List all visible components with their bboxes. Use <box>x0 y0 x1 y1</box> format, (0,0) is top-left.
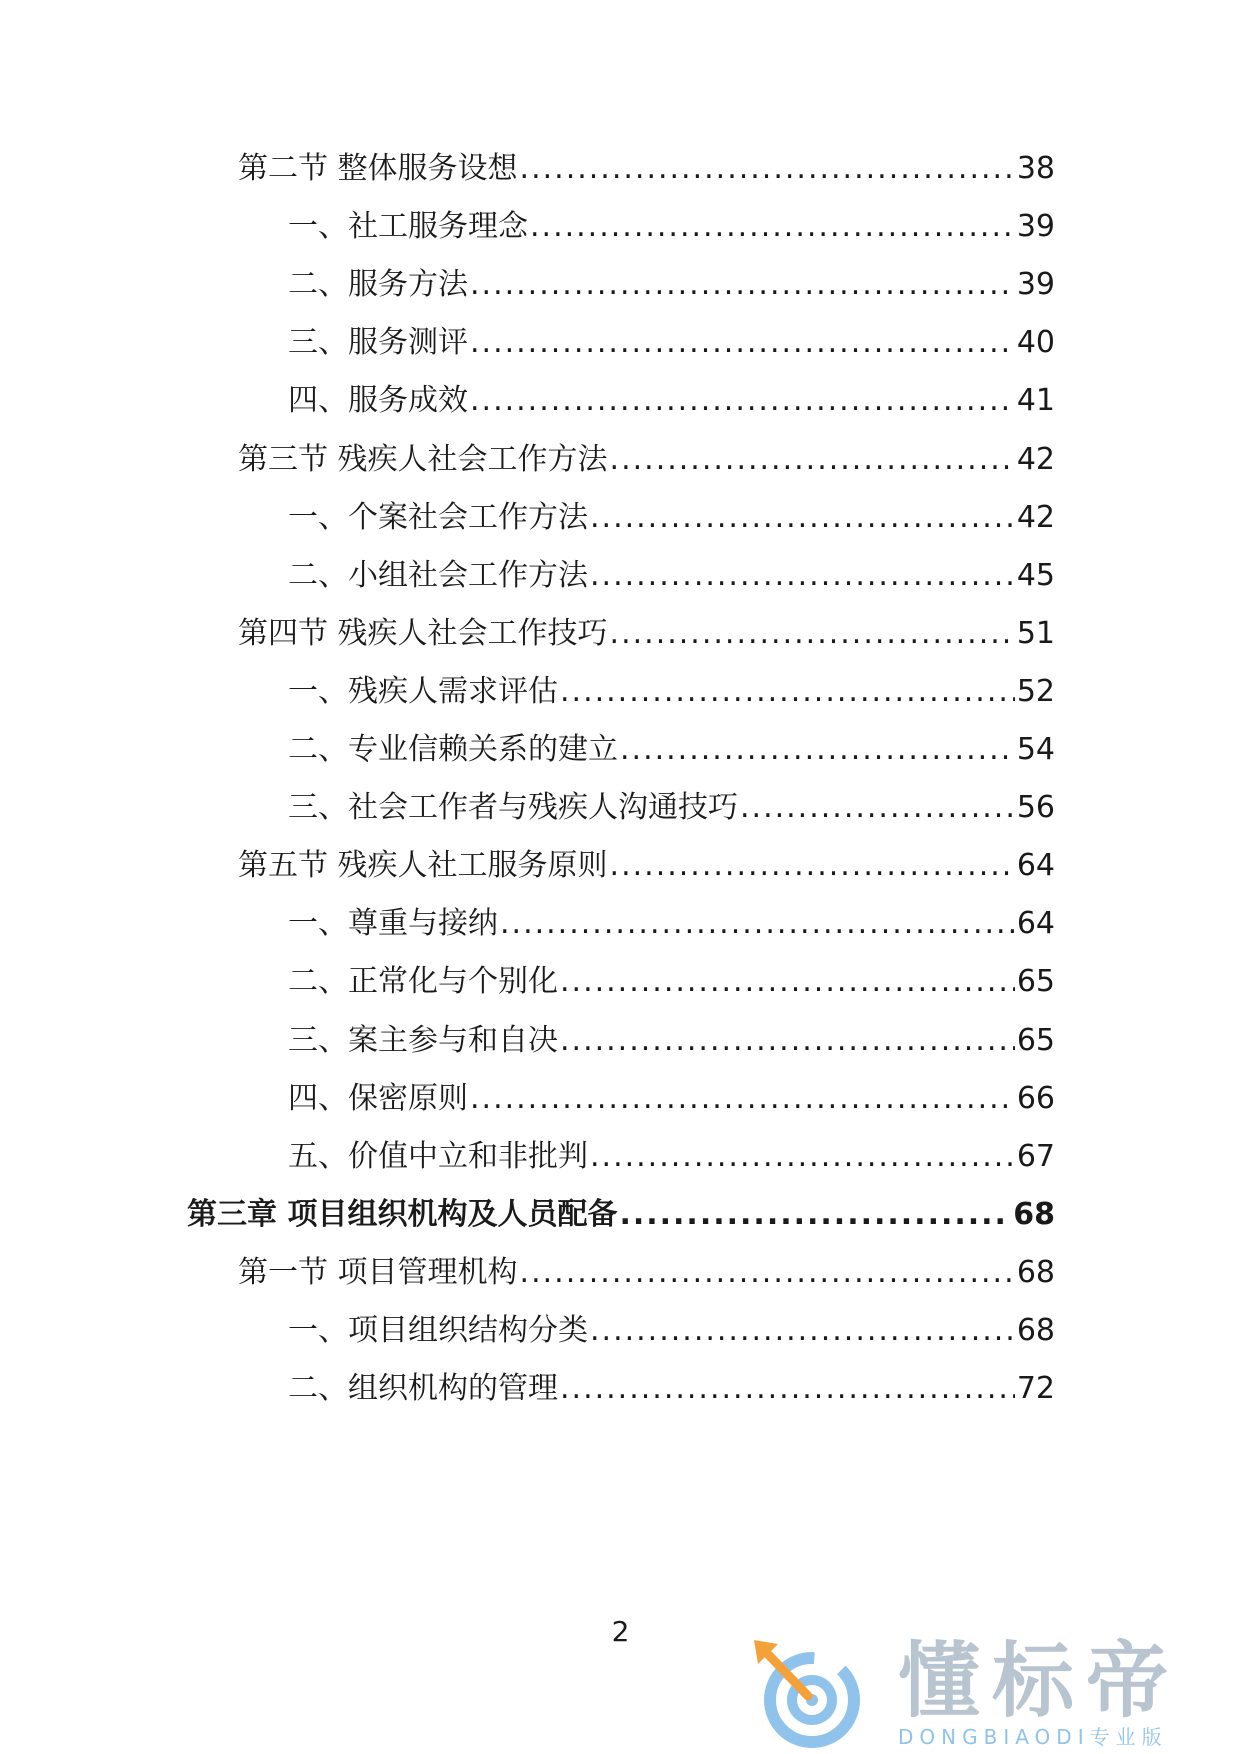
toc-dot-leader <box>520 146 1015 192</box>
toc-entry-page: 72 <box>1016 1371 1055 1407</box>
toc-entry-page: 64 <box>1016 848 1055 884</box>
toc-dot-leader <box>590 1308 1015 1354</box>
toc-entry[interactable] <box>238 843 1055 889</box>
toc-dot-leader <box>560 1018 1015 1064</box>
toc-entry-title: 第四节 残疾人社会工作技巧 <box>238 615 608 651</box>
toc-entry-page: 68 <box>1016 1313 1055 1348</box>
toc-entry[interactable] <box>288 1308 1055 1354</box>
toc-entry[interactable] <box>288 495 1055 541</box>
watermark-subtitle: DONGBIAODI专业版 <box>898 1725 1168 1749</box>
toc-dot-leader <box>520 1250 1015 1296</box>
toc-entry[interactable] <box>238 146 1055 192</box>
toc-entry[interactable] <box>288 320 1055 366</box>
toc-entry-title: 二、正常化与个别化 <box>288 964 558 1000</box>
toc-dot-leader <box>590 495 1015 541</box>
toc-entry-page: 41 <box>1016 383 1055 419</box>
toc-entry[interactable] <box>288 785 1055 831</box>
toc-dot-leader <box>590 553 1015 599</box>
toc-entry-title: 第三章 项目组织机构及人员配备 <box>187 1196 618 1232</box>
toc-entry[interactable] <box>288 378 1055 424</box>
toc-entry[interactable] <box>288 553 1055 599</box>
toc-entry-page: 68 <box>1013 1196 1055 1232</box>
toc-entry-page: 68 <box>1016 1254 1055 1290</box>
toc-entry-title: 二、小组社会工作方法 <box>288 557 588 593</box>
toc-entry-title: 一、尊重与接纳 <box>288 906 498 942</box>
toc-entry-page: 67 <box>1016 1138 1055 1174</box>
toc-dot-leader <box>590 1134 1015 1180</box>
toc-entry[interactable] <box>288 1366 1055 1412</box>
toc-dot-leader <box>470 320 1015 366</box>
toc-entry-title: 三、案主参与和自决 <box>288 1022 558 1058</box>
toc-entry[interactable] <box>187 1192 1055 1238</box>
toc-entry-title: 一、残疾人需求评估 <box>288 673 558 709</box>
toc-entry[interactable] <box>238 611 1055 657</box>
toc-entry[interactable] <box>288 669 1055 715</box>
toc-entry[interactable] <box>288 204 1055 250</box>
toc-dot-leader <box>560 669 1015 715</box>
toc-entry[interactable] <box>288 959 1055 1005</box>
toc-entry-title: 三、社会工作者与残疾人沟通技巧 <box>288 790 738 826</box>
toc-entry-page: 39 <box>1016 267 1055 303</box>
toc-entry-page: 54 <box>1016 732 1055 767</box>
toc-dot-leader <box>470 262 1015 308</box>
toc-entry[interactable] <box>288 1134 1055 1180</box>
toc-entry-title: 四、保密原则 <box>288 1080 468 1116</box>
toc-entry-title: 第一节 项目管理机构 <box>238 1254 518 1290</box>
toc-entry-title: 一、社工服务理念 <box>288 209 528 245</box>
toc-entry-title: 第三节 残疾人社会工作方法 <box>238 441 608 477</box>
toc-dot-leader <box>740 785 1015 831</box>
page-number: 2 <box>611 1615 630 1648</box>
toc-entry-page: 40 <box>1016 325 1055 361</box>
toc-entry-page: 45 <box>1016 557 1055 593</box>
toc-entry-page: 65 <box>1016 964 1055 1000</box>
toc-entry-title: 第五节 残疾人社工服务原则 <box>238 848 608 884</box>
watermark <box>748 1634 1228 1750</box>
toc-entry[interactable] <box>238 437 1055 483</box>
toc-entry-page: 39 <box>1016 209 1055 245</box>
toc-entry-page: 38 <box>1016 151 1055 186</box>
toc-entry-page: 56 <box>1016 790 1055 826</box>
toc-dot-leader <box>610 437 1015 483</box>
toc-entry-page: 65 <box>1016 1022 1055 1058</box>
toc-entry-page: 42 <box>1016 441 1055 477</box>
toc-entry-title: 二、服务方法 <box>288 267 468 303</box>
toc-entry-title: 一、个案社会工作方法 <box>288 499 588 535</box>
toc-dot-leader <box>610 611 1015 657</box>
toc-dot-leader <box>470 1076 1015 1122</box>
toc-entry-title: 二、组织机构的管理 <box>288 1371 558 1407</box>
toc-entry-page: 52 <box>1016 673 1055 709</box>
toc-entry-page: 66 <box>1016 1080 1055 1116</box>
toc-dot-leader <box>619 1192 1011 1238</box>
toc-entry-title: 三、服务测评 <box>288 325 468 361</box>
toc-entry[interactable] <box>238 1250 1055 1296</box>
toc-dot-leader <box>620 727 1015 773</box>
toc-entry[interactable] <box>288 727 1055 773</box>
toc-entry[interactable] <box>288 901 1055 947</box>
watermark-name: 懂标帝 <box>898 1634 1181 1729</box>
toc-dot-leader <box>560 959 1015 1005</box>
toc-entry-title: 四、服务成效 <box>288 383 468 419</box>
toc-dot-leader <box>530 204 1015 250</box>
toc-entry-page: 42 <box>1016 499 1055 535</box>
toc-dot-leader <box>470 378 1015 424</box>
toc-entry[interactable] <box>288 262 1055 308</box>
target-arrow-icon <box>748 1638 868 1750</box>
toc-entry-page: 64 <box>1016 906 1055 942</box>
toc-entry-title: 二、专业信赖关系的建立 <box>288 732 618 767</box>
toc-entry[interactable] <box>288 1076 1055 1122</box>
toc-entry-title: 第二节 整体服务设想 <box>238 151 518 186</box>
toc-dot-leader <box>560 1366 1015 1412</box>
toc-entry-page: 51 <box>1016 615 1055 651</box>
toc-dot-leader <box>610 843 1015 889</box>
toc-entry[interactable] <box>288 1018 1055 1064</box>
toc-dot-leader <box>500 901 1015 947</box>
toc-entry-title: 五、价值中立和非批判 <box>288 1138 588 1174</box>
toc-entry-title: 一、项目组织结构分类 <box>288 1313 588 1348</box>
